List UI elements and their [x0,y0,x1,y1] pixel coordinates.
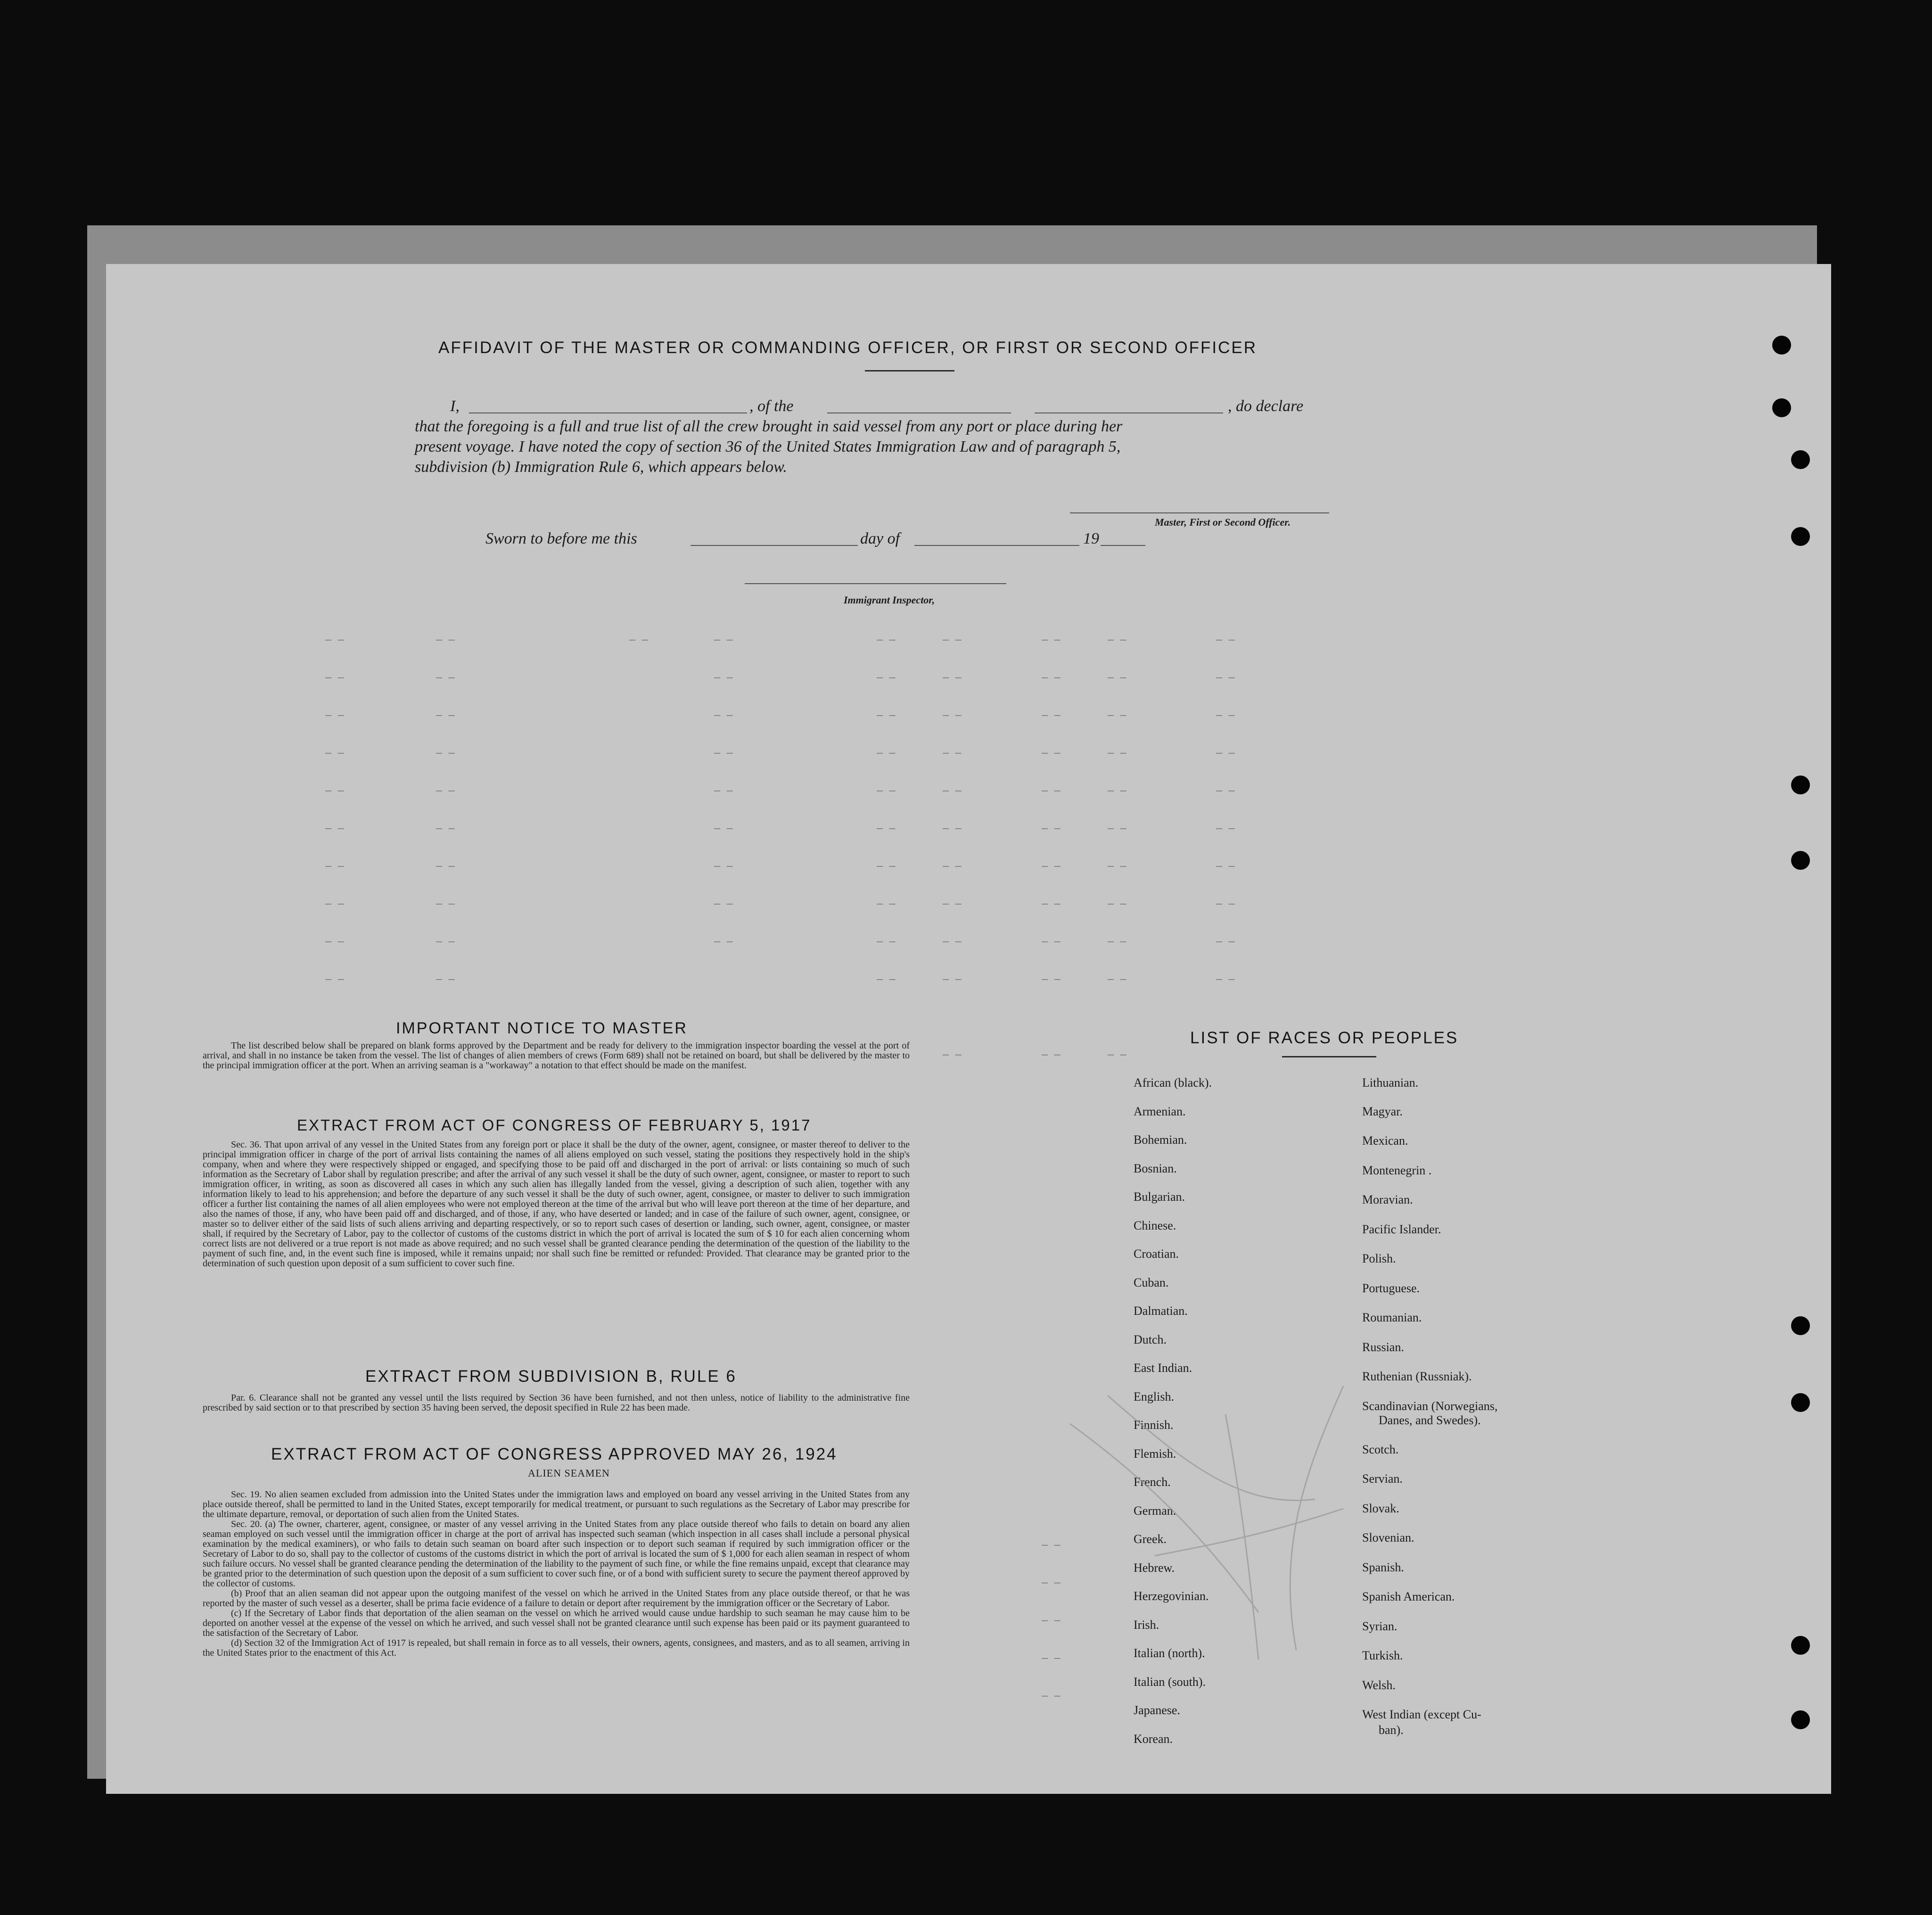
inspector-signature-blank[interactable] [745,583,1006,584]
race-item: Russian. [1362,1340,1404,1354]
race-item: Spanish American. [1362,1590,1455,1603]
race-item: Greek. [1134,1532,1167,1546]
race-item: Roumanian. [1362,1311,1422,1324]
sec-20d: (d) Section 32 of the Immigration Act of 1917 is repealed, but shall remain in force as to all vessels, their owners, agents, consignees, and masters, and as to all seamen, arriving in the United States prior to the enactment of this Act. [203,1638,910,1658]
race-item: African (black). [1134,1076,1212,1090]
binder-hole [1791,527,1810,546]
binder-hole [1772,398,1791,417]
race-item: Polish. [1362,1252,1396,1265]
race-item: Cuban. [1134,1276,1169,1289]
race-item: Italian (south). [1134,1675,1206,1689]
race-item: Japanese. [1134,1703,1180,1717]
binder-hole [1791,1636,1810,1655]
inspector-caption: Immigrant Inspector, [844,594,935,606]
race-item: Dalmatian. [1134,1304,1188,1318]
race-item: Montenegrin . [1362,1164,1432,1177]
race-item: Italian (north). [1134,1646,1205,1660]
affidavit-title: AFFIDAVIT OF THE MASTER OR COMMANDING OFFICER, OR FIRST OR SECOND OFFICER [438,338,1258,357]
binder-hole [1791,1710,1810,1729]
race-item: Croatian. [1134,1247,1179,1261]
race-item: Bohemian. [1134,1133,1187,1147]
race-item: Danes, and Swedes). [1379,1413,1481,1427]
affidavit-line-3: present voyage. I have noted the copy of section 36 of the United States Immigration Law and of paragraph 5, [415,438,1121,455]
race-item: West Indian (except Cu- [1362,1708,1481,1721]
race-item: Dutch. [1134,1333,1167,1346]
sec-20b: (b) Proof that an alien seaman did not appear upon the outgoing manifest of the vessel on which he arrived in the United States from any place outside thereof, or that he was reported by the master of such vessel as a deserter, shall be prima facie evidence of a failure to detain or deport after requirement by the immigration officer or the Secretary of Labor. [203,1588,910,1609]
race-item: East Indian. [1134,1361,1192,1375]
year-prefix: 19 [1083,530,1099,547]
race-item: ban). [1379,1723,1404,1737]
month-blank[interactable] [914,545,1079,546]
race-item: Irish. [1134,1618,1159,1632]
extract-1917-title: EXTRACT FROM ACT OF CONGRESS OF FEBRUARY 5, 1917 [297,1116,812,1134]
title-underline [865,370,954,371]
race-item: Magyar. [1362,1105,1403,1118]
race-item: Spanish. [1362,1560,1404,1574]
affidavit-i: I, [450,397,460,415]
race-item: Moravian. [1362,1193,1413,1206]
race-item: French. [1134,1475,1171,1489]
race-item: Scandinavian (Norwegians, [1362,1399,1498,1413]
notice-body: The list described below shall be prepared on blank forms approved by the Department and be ready for delivery to the immigration inspector boarding the vessel at the port of arrival, and shall in no instance be taken from the vessel. The list of changes of alien members of crews (Form 689) shall not be retained on board, but shall be delivered by the master to the principal immigration officer at the port. When an arriving seaman is a "workaway" a notation to that effect should be made on the manifest. [203,1040,910,1071]
race-item: Mexican. [1362,1134,1408,1147]
race-item: English. [1134,1390,1174,1403]
binder-hole [1791,1316,1810,1335]
binder-hole [1791,851,1810,870]
master-signature-blank[interactable] [1070,512,1329,513]
extract-1924-title: EXTRACT FROM ACT OF CONGRESS APPROVED MAY 26, 1924 [271,1445,838,1463]
races-title: LIST OF RACES OR PEOPLES [1190,1029,1459,1047]
race-item: Slovak. [1362,1502,1399,1515]
binder-hole [1791,450,1810,469]
race-item: Finnish. [1134,1418,1174,1432]
races-title-underline [1282,1056,1376,1057]
race-item: Herzegovinian. [1134,1589,1209,1603]
affidavit-line-4: subdivision (b) Immigration Rule 6, which appears below. [415,458,787,476]
race-item: Pacific Islander. [1362,1222,1441,1236]
sworn-text: Sworn to before me this [485,530,637,547]
affidavit-of-the: , of the [749,397,794,415]
race-item: Armenian. [1134,1105,1186,1118]
pencil-scribble [1013,1367,1438,1674]
race-item: Servian. [1362,1472,1403,1486]
race-item: Lithuanian. [1362,1076,1419,1090]
race-item: Scotch. [1362,1443,1399,1456]
sec-20c: (c) If the Secretary of Labor finds that deportation of the alien seaman on the vessel on which he arrived would cause undue hardship to such seaman he may cause him to be deported on another vessel at the expense of the vessel on which he arrived, and such vessel shall not be granted clearance until such expense has been paid or its payment guaranteed to the satisfaction of the Secretary of Labor. [203,1608,910,1638]
binder-hole [1791,776,1810,794]
affidavit-declare: , do declare [1228,397,1304,415]
binder-hole [1791,1393,1810,1412]
race-item: Syrian. [1362,1619,1398,1633]
race-item: Turkish. [1362,1649,1403,1662]
race-item: Welsh. [1362,1678,1396,1692]
sec-20a: Sec. 20. (a) The owner, charterer, agent, consignee, or master of any vessel arriving in the United States from any place outside thereof who fails to detain on board any alien seaman employed on such vessel until the immigration officer in charge at the port of arrival has inspected such seaman (which inspection in all cases shall include a personal physical examination by the medical examiners), or who fails to detain such seaman on board after such inspection or to deport such seaman if required by such immigration officer or the Secretary of Labor to do so, shall pay to the collector of customs of the customs district in which the port of arrival is located the sum of $ 1,000 for each alien seaman in respect of whom such failure occurs. No vessel shall be granted clearance pending the determination of the liability to the payment of such fine, or while the fine remains unpaid, except that clearance may be granted prior to the determination of such question upon the deposit of a sum sufficient to cover such fine, or of a bond with sufficient surety to secure the payment thereof approved by the collector of customs. [203,1519,910,1589]
race-item: Ruthenian (Russniak). [1362,1370,1472,1383]
year-blank[interactable] [1101,545,1145,546]
alien-seamen-subtitle: ALIEN SEAMEN [528,1467,610,1479]
notice-title: IMPORTANT NOTICE TO MASTER [396,1019,688,1037]
race-item: Korean. [1134,1732,1173,1746]
race-item: Portuguese. [1362,1281,1420,1295]
race-item: German. [1134,1504,1176,1518]
race-item: Flemish. [1134,1447,1176,1461]
race-item: Bosnian. [1134,1162,1177,1175]
binder-hole [1772,336,1791,355]
day-of-text: day of [860,530,900,547]
race-item: Bulgarian. [1134,1190,1185,1204]
rule-6-body: Par. 6. Clearance shall not be granted any vessel until the lists required by Section 36 have been furnished, and not then unless, notice of liability to the administrative fine prescribed by said section or to that prescribed by section 35 having been served, the deposit specified in Rule 22 has been made. [203,1393,910,1413]
race-item: Slovenian. [1362,1531,1414,1544]
master-signature-caption: Master, First or Second Officer. [1155,516,1291,528]
affidavit-line-2: that the foregoing is a full and true list of all the crew brought in said vessel from any port or place during her [415,418,1123,435]
extract-1917-body: Sec. 36. That upon arrival of any vessel in the United States from any foreign port or place it shall be the duty of the owner, agent, consignee, or master thereof to deliver to the principal immigration officer in charge of the port of arrival lists containing the names of all aliens employed on such vessel, stating the positions they respectively hold in the ship's company, when and where they were respectively shipped or engaged, and specifying those to be paid off and discharged in the port of arrival: or lists containing so much of such information as the Secretary of Labor shall by regulation prescribe; and after the arrival of any such vessel it shall be the duty of such owner, agent, consignee, or master to report to such immigration officer, in writing, as soon as discovered all cases in which any such alien has illegally landed from the vessel, giving a description of such alien, together with any information likely to lead to his apprehension; and before the departure of any such vessel it shall be the duty of such owner, agent, consignee, or master to deliver to such immigration officer a further list containing the names of all alien employees who were not employed thereon at the time of the arrival but who will leave port thereon at the time of her departure, and also the names of those, if any, who have been paid off and discharged, and of those, if any, who have deserted or landed; and in case of the failure of such owner, agent, consignee, or master so to deliver either of the said lists of such aliens arriving and departing respectively, or so to report such cases of desertion or landing, such owner, agent, consignee, or master shall, if required by the Secretary of Labor, pay to the collector of customs of the customs district in which the port of arrival is located the sum of $ 10 for each alien concerning whom correct lists are not delivered or a true report is not made as above required; and no such vessel shall be granted clearance pending the determination of the question of the liability to the payment of such fine, and, in the event such fine is imposed, while it remains unpaid; nor shall such fine be remitted or refunded: Provided. That clearance may be granted prior to the determination of such question upon deposit of a sum sufficient to cover such fine. [203,1139,910,1269]
sec-19: Sec. 19. No alien seamen excluded from admission into the United States under the immigration laws and employed on board any vessel arriving in the United States from any place outside thereof, shall be permitted to land in the United States, except temporarily for medical treatment, or pursuant to such regulations as the Secretary of Labor may prescribe for the ultimate departure, removal, or deportation of such alien from the United States. [203,1489,910,1519]
sworn-line [485,530,1145,549]
day-blank[interactable] [691,545,858,546]
rule-6-title: EXTRACT FROM SUBDIVISION B, RULE 6 [365,1367,737,1386]
extract-1924-body [203,1490,910,1658]
race-item: Chinese. [1134,1219,1176,1232]
affidavit-line-1 [450,397,1334,416]
race-item: Hebrew. [1134,1561,1175,1575]
